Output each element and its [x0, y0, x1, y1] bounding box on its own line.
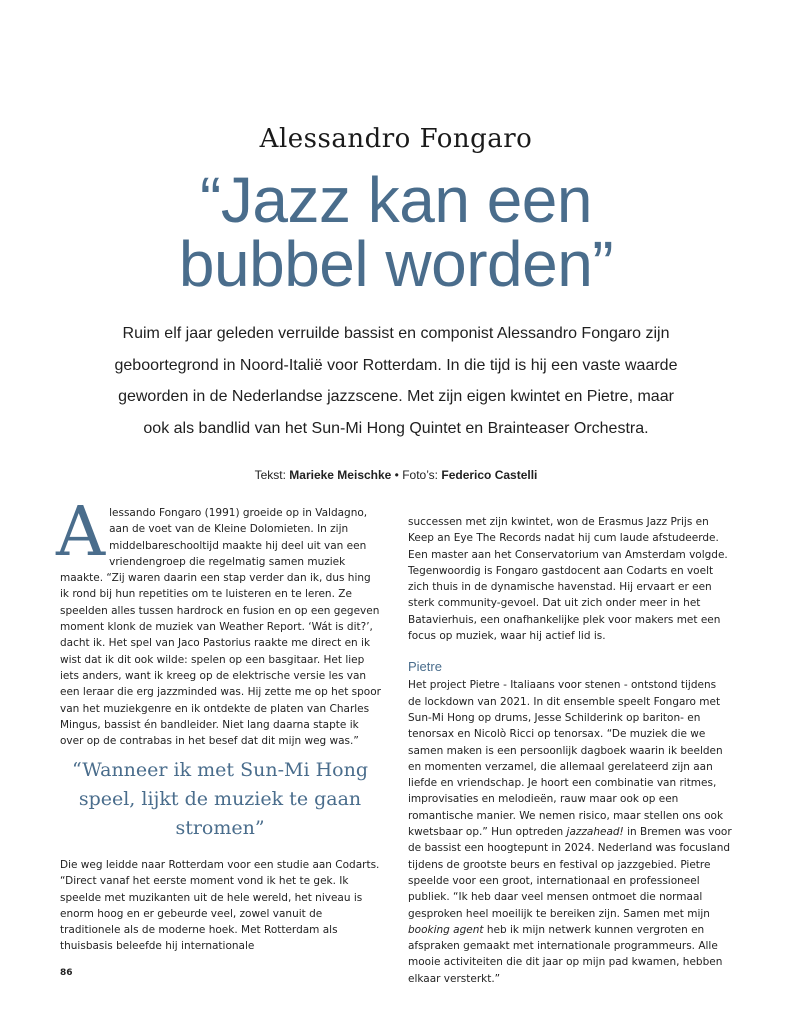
- column-left-bottom: [60, 857, 382, 955]
- headline-line-2: bubbel worden”: [178, 228, 614, 300]
- body-paragraph-4: [408, 677, 732, 987]
- credits-line: [0, 468, 792, 482]
- body-text: Het project Pietre - Italiaans voor stenen - ontstond tijdens de lockdown van 2021. In dit ensemble speelt Fongaro met Sun-Mi Hong op drums, Jesse Schilderink op bariton- en tenorsax en Nicolò Ricci op tenorsax. “De muziek die we samen maken is een persoonlijk dagboek waarin ik beelden en momenten verzamel, die allemaal gerelateerd zijn aan liefde en vriendschap. Je hoort een combinatie van ritmes, improvisaties en melodieën, rauw maar ook op een romantische manier. We nemen risico, maar stellen ons ook kwetsbaar op.” Hun optreden: [408, 679, 724, 839]
- body-paragraph-1: lessando Fongaro (1991) groeide op in Valdagno, aan de voet van de Kleine Dolomieten. In zijn middelbareschooltijd maakte hij deel uit van een vriendengroep die regelmatig samen muziek maakte. “Zij waren daarin een stap verder dan ik, dus hing ik rond bij hun repetities om te luisteren en te leren. Ze speelden alles tussen hardrock en fusion en op een gegeven moment klonk de muziek van Weather Report. ‘Wát is dit?’, dacht ik. Het spel van Jaco Pastorius raakte me direct en ik wist dat ik dit ook wilde: spelen op een basgitaar. Het liep iets anders, want ik kreeg op de elektrische versie les van een leraar die erg jazzminded was. Hij zette me op het spoor van het muziekgenre en ik ontdekte de platen van Charles Mingus, bassist én bandleider. Niet lang daarna stapte ik over op de contrabas in het besef dat dit mijn weg was.”: [60, 507, 381, 748]
- headline-line-1: “Jazz kan een: [200, 164, 592, 236]
- column-right: [408, 514, 732, 987]
- author-name: Marieke Meischke: [289, 468, 392, 482]
- page-number: 86: [60, 968, 73, 978]
- intro-paragraph: Ruim elf jaar geleden verruilde bassist en componist Alessandro Fongaro zijn geboortegrond in Noord-Italië voor Rotterdam. In die tijd is hij een vaste waarde geworden in de Nederlandse jazzscene. Met zijn eigen kwintet en Pietre, maar ook als bandlid van het Sun-Mi Hong Quintet en Brainteaser Orchestra.: [114, 325, 678, 437]
- photo-credit-label: Foto’s:: [402, 468, 442, 482]
- pull-quote: “Wanneer ik met Sun-Mi Hong speel, lijkt de muziek te gaan stromen”: [72, 759, 368, 839]
- drop-cap: A: [56, 493, 106, 572]
- body-text: in Bremen was voor de bassist een hoogtepunt in 2024. Nederland was focusland tijdens de grootste beurs en festival op jazzgebied. Pietre speelde voor een groot, internationaal en professioneel publiek. “Ik heb daar veel mensen ontmoet die normaal gesproken heel moeilijk te bereiken zijn. Samen met mijn: [408, 826, 732, 920]
- subheading-pietre: Pietre: [408, 659, 442, 675]
- credit-separator: •: [391, 468, 403, 482]
- photographer-name: Federico Castelli: [441, 468, 538, 482]
- text-credit-label: Tekst:: [254, 468, 290, 482]
- emphasis-jazzahead: jazzahead!: [566, 826, 624, 839]
- subject-name: Alessandro Fongaro: [259, 124, 533, 154]
- body-paragraph-2: Die weg leidde naar Rotterdam voor een studie aan Codarts. “Direct vanaf het eerste moment vond ik het te gek. Ik speelde met muzikanten uit de hele wereld, het niveau is enorm hoog en er gebeurde veel, zowel vanuit de traditionele als de moderne hoek. Met Rotterdam als thuisbasis beleefde hij internationale: [60, 859, 380, 953]
- column-left-top: [56, 493, 382, 749]
- emphasis-booking-agent: booking agent: [408, 923, 484, 936]
- body-text: heb ik mijn netwerk kunnen vergroten en afspraken gemaakt met internationale programmeurs. Alle mooie activiteiten die dit jaar op mijn pad kwamen, hebben elkaar versterkt.”: [408, 923, 723, 985]
- headline: [0, 164, 792, 300]
- body-paragraph-3: successen met zijn kwintet, won de Erasmus Jazz Prijs en Keep an Eye The Records nadat hij cum laude afstudeerde. Een master aan het Conservatorium van Amsterdam volgde. Tegenwoordig is Fongaro gastdocent aan Codarts en voelt zich thuis in de dynamische havenstad. Hij ervaart er een sterk community-gevoel. Dat uit zich onder meer in het Batavierhuis, een onafhankelijke plek voor makers met een focus op muziek, waar hij actief lid is.: [408, 516, 728, 643]
